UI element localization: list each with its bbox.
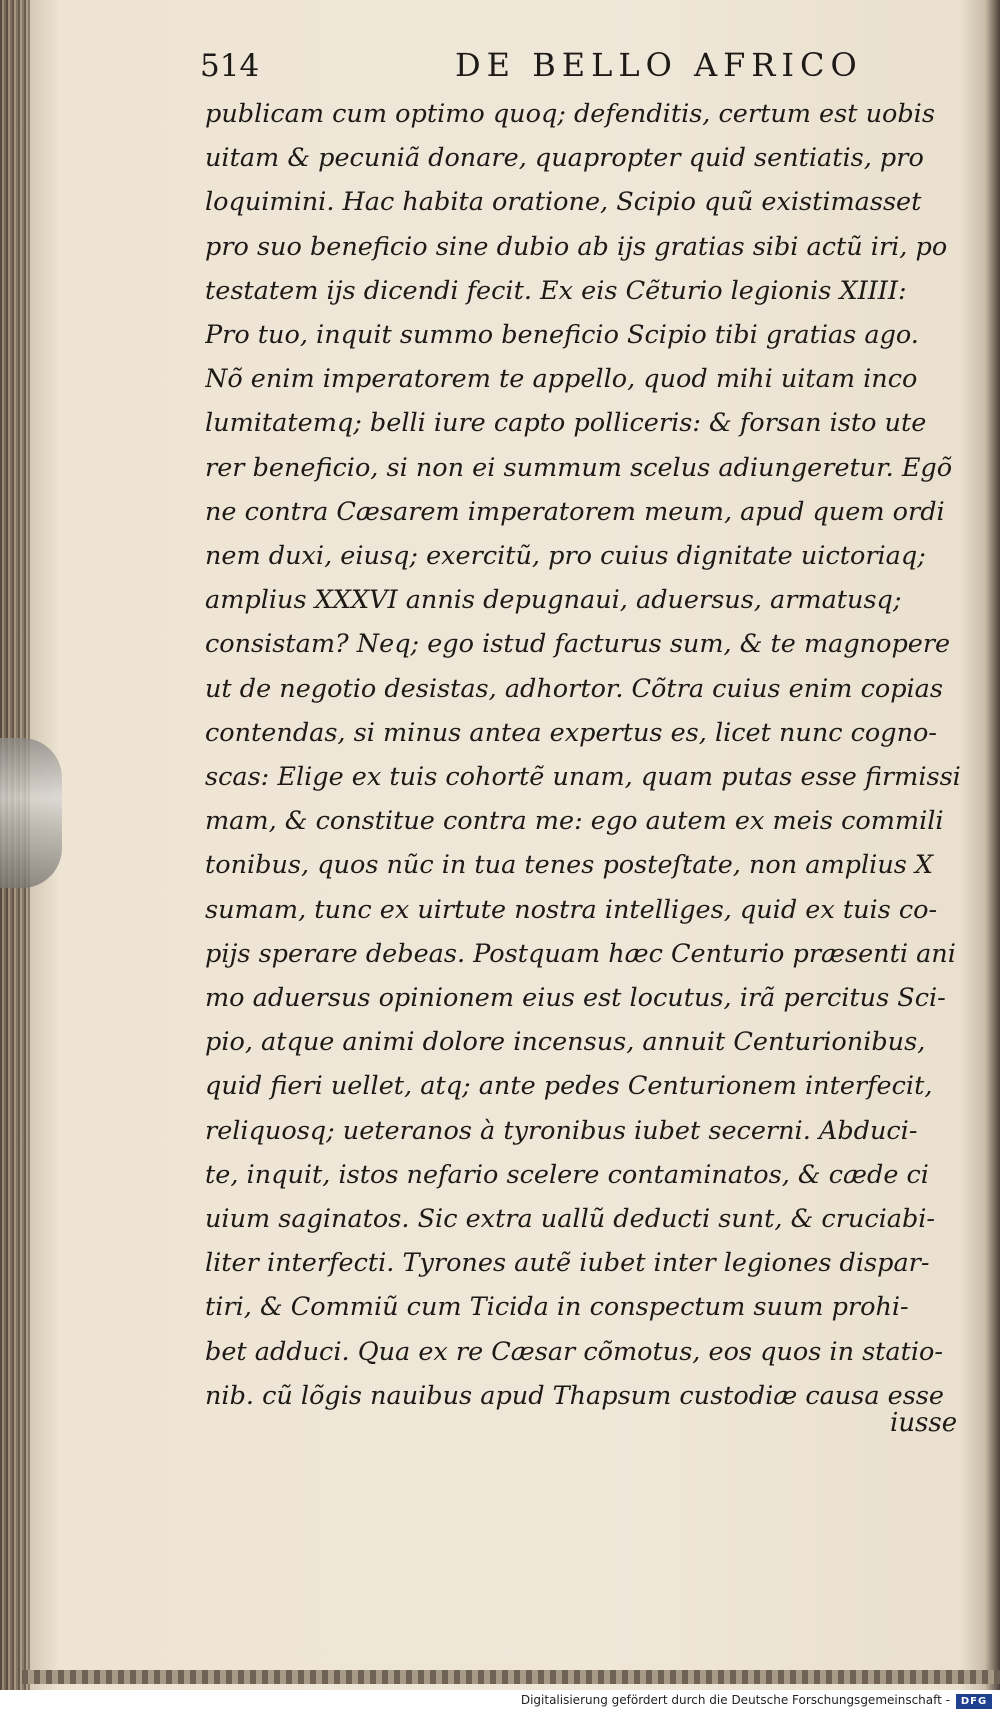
text-line: pro suo beneficio sine dubio ab ijs gratias sibi actũ iri, po	[205, 231, 948, 262]
text-line: scas: Elige ex tuis cohortẽ unam, quam putas esse firmissi	[205, 762, 961, 792]
text-line: Nõ enim imperatorem te appello, quod mihi uitam inco	[205, 364, 918, 395]
text-line: ne contra Cæsarem imperatorem meum, apud quem ordi	[205, 496, 945, 527]
page-number: 514	[200, 48, 260, 84]
footer-credit: Digitalisierung gefördert durch die Deutsche Forschungsgemeinschaft -	[520, 1693, 950, 1707]
text-line: Pro tuo, inquit summo beneficio Scipio tibi gratias ago.	[205, 320, 919, 350]
text-line: pio, atque animi dolore incensus, annuit Centurionibus,	[205, 1027, 926, 1058]
text-line: amplius XXXVI annis depugnaui, aduersus, armatusq;	[205, 585, 902, 616]
catchword: iusse	[890, 1408, 958, 1438]
footer-bar	[0, 1690, 1000, 1714]
text-line: lumitatemq; belli iure capto polliceris: & forsan isto ute	[205, 408, 927, 439]
text-line: quid fieri uellet, atq; ante pedes Centurionem interfecit,	[205, 1071, 933, 1102]
text-line: mo aduersus opinionem eius est locutus, irã percitus Sci-	[205, 983, 946, 1013]
text-line: testatem ijs dicendi fecit. Ex eis Cẽturio legionis XIIII:	[205, 275, 907, 306]
text-line: rer beneficio, si non ei summum scelus adiungeretur. Egõ	[205, 452, 953, 483]
page-bottom-edge	[22, 1670, 1000, 1684]
text-line: liter interfecti. Tyrones autẽ iubet inter legiones dispar-	[205, 1248, 930, 1279]
text-line: consistam? Neq; ego istud facturus sum, & te magnopere	[205, 629, 951, 660]
page-clip	[0, 738, 62, 888]
text-line: uitam & pecuniã donare, quapropter quid sentiatis, pro	[205, 143, 924, 174]
text-line: contendas, si minus antea expertus es, licet nunc cogno-	[205, 717, 938, 748]
text-line: tonibus, quos nũc in tua tenes posteſtate, non amplius X	[205, 850, 934, 881]
text-line: loquimini. Hac habita oratione, Scipio quũ existimasset	[205, 187, 922, 218]
text-line: bet adduci. Qua ex re Cæsar cõmotus, eos quos in statio-	[205, 1336, 944, 1367]
text-line: ut de negotio desistas, adhortor. Cõtra cuius enim copias	[205, 673, 943, 704]
text-line: te, inquit, istos nefario scelere contaminatos, & cæde ci	[205, 1159, 929, 1190]
text-line: reliquosq; ueteranos à tyronibus iubet secerni. Abduci-	[205, 1115, 918, 1146]
text-line: publicam cum optimo quoq; defenditis, certum est uobis	[205, 99, 935, 129]
running-head: DE BELLO AFRICO	[455, 46, 863, 84]
text-line: nem duxi, eiusq; exercitũ, pro cuius dignitate uictoriaq;	[205, 541, 926, 571]
text-line: uium saginatos. Sic extra uallũ deducti sunt, & cruciabi-	[205, 1204, 936, 1234]
text-line: nib. cũ lõgis nauibus apud Thapsum custodiæ causa esse	[205, 1380, 944, 1411]
text-line: pijs sperare debeas. Postquam hæc Centurio præsenti ani	[205, 938, 956, 969]
text-line: tiri, & Commiũ cum Ticida in conspectum suum prohi-	[205, 1292, 909, 1323]
text-line: sumam, tunc ex uirtute nostra intelliges, quid ex tuis co-	[205, 894, 938, 925]
dfg-logo: DFG	[956, 1694, 992, 1709]
text-line: mam, & constitue contra me: ego autem ex meis commili	[205, 806, 944, 837]
